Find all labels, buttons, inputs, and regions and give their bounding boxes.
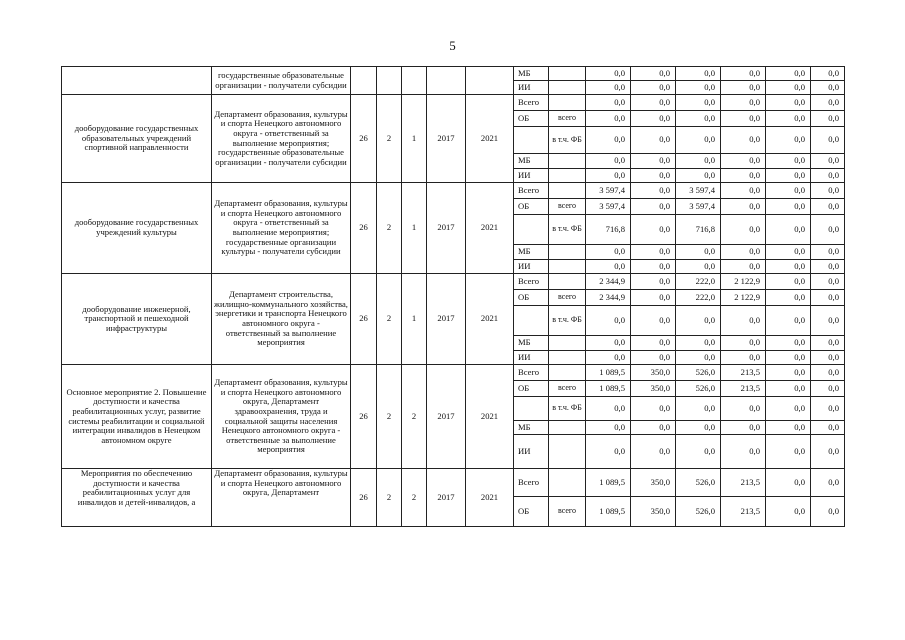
- code-b-cell: 2: [377, 274, 402, 365]
- value-cell: 0,0: [676, 260, 721, 274]
- value-cell: 0,0: [811, 365, 845, 381]
- value-cell: 526,0: [676, 365, 721, 381]
- value-cell: 526,0: [676, 381, 721, 397]
- name-cell: дооборудование инженерной, транспортной и пешеходной инфраструктуры: [62, 274, 212, 365]
- value-cell: 3 597,4: [676, 183, 721, 199]
- value-cell: 0,0: [766, 397, 811, 421]
- value-cell: 0,0: [631, 95, 676, 111]
- value-cell: 0,0: [676, 336, 721, 351]
- source-cell: МБ: [514, 421, 549, 435]
- code-c-cell: 1: [402, 274, 427, 365]
- value-cell: 0,0: [676, 351, 721, 365]
- value-cell: 0,0: [586, 245, 631, 260]
- value-cell: 0,0: [631, 183, 676, 199]
- subsource-cell: [549, 154, 586, 169]
- name-cell: дооборудование государственных образовательных учреждений спортивной направленности: [62, 95, 212, 183]
- source-cell: ОБ: [514, 199, 549, 215]
- source-cell: ИИ: [514, 260, 549, 274]
- value-cell: 2 122,9: [721, 274, 766, 290]
- year-from-cell: 2017: [427, 95, 466, 183]
- code-b-cell: 2: [377, 183, 402, 274]
- value-cell: 0,0: [631, 127, 676, 154]
- source-cell: [514, 127, 549, 154]
- value-cell: 2 122,9: [721, 290, 766, 306]
- value-cell: 0,0: [811, 199, 845, 215]
- value-cell: 526,0: [676, 469, 721, 497]
- source-cell: ОБ: [514, 290, 549, 306]
- name-cell: Мероприятия по обеспечению доступности и качества реабилитационных услуг для инвалидов и детей-инвалидов, а: [62, 469, 212, 527]
- value-cell: 0,0: [721, 127, 766, 154]
- value-cell: 0,0: [811, 245, 845, 260]
- value-cell: 2 344,9: [586, 290, 631, 306]
- table-row: [62, 183, 869, 199]
- value-cell: 1 089,5: [586, 497, 631, 527]
- year-from-cell: 2017: [427, 183, 466, 274]
- value-cell: 0,0: [676, 421, 721, 435]
- code-a-cell: 26: [351, 365, 377, 469]
- subsource-cell: [549, 169, 586, 183]
- value-cell: 0,0: [631, 154, 676, 169]
- subsource-cell: [549, 95, 586, 111]
- value-cell: 0,0: [631, 435, 676, 469]
- value-cell: 0,0: [766, 199, 811, 215]
- value-cell: 0,0: [811, 95, 845, 111]
- subsource-cell: [549, 274, 586, 290]
- value-cell: 0,0: [586, 169, 631, 183]
- value-cell: 0,0: [721, 421, 766, 435]
- subsource-cell: [549, 365, 586, 381]
- value-cell: 0,0: [631, 67, 676, 81]
- value-cell: 0,0: [586, 67, 631, 81]
- name-cell: Основное мероприятие 2. Повышение доступности и качества реабилитационных услуг, развитие системы реабилитации и социальной интеграции инвалидов в Ненецком автономном округе: [62, 365, 212, 469]
- value-cell: 0,0: [586, 306, 631, 336]
- subsource-cell: [549, 81, 586, 95]
- value-cell: 0,0: [766, 306, 811, 336]
- value-cell: 0,0: [811, 306, 845, 336]
- value-cell: 0,0: [631, 245, 676, 260]
- code-c-cell: 1: [402, 95, 427, 183]
- value-cell: 0,0: [631, 260, 676, 274]
- table-row: [62, 67, 869, 81]
- value-cell: 0,0: [811, 274, 845, 290]
- year-from-cell: [427, 67, 466, 95]
- value-cell: 0,0: [631, 169, 676, 183]
- responsible-cell: Департамент строительства, жилищно-коммунального хозяйства, энергетики и транспорта Ненецкого автономного округа - ответственный за выполнение мероприятия: [212, 274, 351, 365]
- value-cell: 350,0: [631, 497, 676, 527]
- value-cell: 526,0: [676, 497, 721, 527]
- value-cell: 0,0: [721, 260, 766, 274]
- responsible-cell: Департамент образования, культуры и спорта Ненецкого автономного округа, Департамент здравоохранения, труда и социальной защиты населения Ненецкого автономного округа - ответственные за выполнение мероприятия: [212, 365, 351, 469]
- subsource-cell: всего: [549, 497, 586, 527]
- value-cell: 0,0: [676, 81, 721, 95]
- value-cell: 0,0: [811, 183, 845, 199]
- subsource-cell: [549, 435, 586, 469]
- value-cell: 0,0: [631, 290, 676, 306]
- value-cell: 0,0: [721, 67, 766, 81]
- value-cell: 0,0: [721, 154, 766, 169]
- subsource-cell: всего: [549, 381, 586, 397]
- value-cell: 0,0: [766, 274, 811, 290]
- table-row: [62, 95, 869, 111]
- subsource-cell: [549, 469, 586, 497]
- value-cell: 0,0: [766, 497, 811, 527]
- value-cell: 0,0: [631, 111, 676, 127]
- value-cell: 0,0: [766, 215, 811, 245]
- value-cell: 3 597,4: [676, 199, 721, 215]
- code-a-cell: 26: [351, 274, 377, 365]
- source-cell: ОБ: [514, 381, 549, 397]
- code-c-cell: 1: [402, 183, 427, 274]
- subsource-cell: [549, 351, 586, 365]
- value-cell: 0,0: [676, 306, 721, 336]
- value-cell: 0,0: [676, 127, 721, 154]
- value-cell: 0,0: [766, 365, 811, 381]
- responsible-cell: Департамент образования, культуры и спорта Ненецкого автономного округа - ответственный за выполнение мероприятия; государственные организации культуры - получатели субсидии: [212, 183, 351, 274]
- value-cell: 0,0: [721, 199, 766, 215]
- page-number: 5: [449, 38, 456, 53]
- value-cell: 0,0: [811, 111, 845, 127]
- source-cell: [514, 306, 549, 336]
- value-cell: 0,0: [586, 81, 631, 95]
- value-cell: 0,0: [811, 67, 845, 81]
- code-a-cell: [351, 67, 377, 95]
- value-cell: 0,0: [766, 435, 811, 469]
- value-cell: 0,0: [631, 274, 676, 290]
- value-cell: 3 597,4: [586, 183, 631, 199]
- value-cell: 0,0: [676, 154, 721, 169]
- value-cell: 0,0: [811, 260, 845, 274]
- value-cell: 213,5: [721, 497, 766, 527]
- source-cell: Всего: [514, 469, 549, 497]
- value-cell: 0,0: [811, 381, 845, 397]
- value-cell: 0,0: [766, 260, 811, 274]
- value-cell: 213,5: [721, 381, 766, 397]
- subsource-cell: в т.ч. ФБ: [549, 127, 586, 154]
- code-b-cell: 2: [377, 365, 402, 469]
- value-cell: 0,0: [811, 497, 845, 527]
- value-cell: 222,0: [676, 274, 721, 290]
- value-cell: 0,0: [676, 95, 721, 111]
- value-cell: 0,0: [766, 67, 811, 81]
- value-cell: 0,0: [721, 111, 766, 127]
- source-cell: [514, 215, 549, 245]
- value-cell: 0,0: [586, 127, 631, 154]
- value-cell: 0,0: [631, 336, 676, 351]
- value-cell: 0,0: [811, 215, 845, 245]
- code-b-cell: 2: [377, 469, 402, 527]
- source-cell: ОБ: [514, 111, 549, 127]
- value-cell: 350,0: [631, 365, 676, 381]
- value-cell: 0,0: [766, 351, 811, 365]
- source-cell: ИИ: [514, 351, 549, 365]
- responsible-cell: Департамент образования, культуры и спорта Ненецкого автономного округа, Департамент: [212, 469, 351, 527]
- value-cell: 0,0: [811, 469, 845, 497]
- value-cell: 0,0: [586, 421, 631, 435]
- subsource-cell: [549, 183, 586, 199]
- value-cell: 0,0: [721, 81, 766, 95]
- value-cell: 0,0: [766, 245, 811, 260]
- value-cell: 0,0: [631, 199, 676, 215]
- value-cell: 716,8: [676, 215, 721, 245]
- value-cell: 0,0: [766, 336, 811, 351]
- value-cell: 0,0: [766, 381, 811, 397]
- value-cell: 213,5: [721, 365, 766, 381]
- value-cell: 0,0: [766, 154, 811, 169]
- value-cell: 0,0: [586, 95, 631, 111]
- value-cell: 0,0: [811, 351, 845, 365]
- source-cell: ИИ: [514, 169, 549, 183]
- subsource-cell: в т.ч. ФБ: [549, 215, 586, 245]
- value-cell: 0,0: [631, 351, 676, 365]
- value-cell: 0,0: [721, 169, 766, 183]
- responsible-cell: государственные образовательные организации - получатели субсидии: [212, 67, 351, 95]
- value-cell: 1 089,5: [586, 365, 631, 381]
- name-cell: [62, 67, 212, 95]
- source-cell: Всего: [514, 183, 549, 199]
- source-cell: Всего: [514, 365, 549, 381]
- year-from-cell: 2017: [427, 365, 466, 469]
- year-from-cell: 2017: [427, 469, 466, 527]
- table-row: [62, 469, 869, 497]
- code-b-cell: [377, 67, 402, 95]
- year-to-cell: 2021: [466, 95, 514, 183]
- value-cell: 0,0: [766, 111, 811, 127]
- value-cell: 0,0: [721, 435, 766, 469]
- value-cell: 0,0: [766, 81, 811, 95]
- year-to-cell: 2021: [466, 365, 514, 469]
- value-cell: 0,0: [676, 435, 721, 469]
- value-cell: 0,0: [811, 435, 845, 469]
- subsource-cell: всего: [549, 111, 586, 127]
- source-cell: [514, 397, 549, 421]
- value-cell: 0,0: [586, 111, 631, 127]
- value-cell: 0,0: [766, 290, 811, 306]
- source-cell: Всего: [514, 274, 549, 290]
- value-cell: 716,8: [586, 215, 631, 245]
- value-cell: 0,0: [766, 183, 811, 199]
- name-cell: дооборудование государственных учреждений культуры: [62, 183, 212, 274]
- year-to-cell: 2021: [466, 183, 514, 274]
- table-row: [62, 274, 869, 290]
- value-cell: 0,0: [631, 397, 676, 421]
- subsource-cell: всего: [549, 199, 586, 215]
- year-to-cell: [466, 67, 514, 95]
- value-cell: 0,0: [586, 336, 631, 351]
- year-to-cell: 2021: [466, 469, 514, 527]
- value-cell: 0,0: [721, 245, 766, 260]
- subsource-cell: [549, 260, 586, 274]
- code-c-cell: 2: [402, 469, 427, 527]
- value-cell: 213,5: [721, 469, 766, 497]
- value-cell: 0,0: [721, 215, 766, 245]
- value-cell: 0,0: [811, 421, 845, 435]
- value-cell: 0,0: [586, 435, 631, 469]
- code-b-cell: 2: [377, 95, 402, 183]
- subsource-cell: всего: [549, 290, 586, 306]
- value-cell: 0,0: [586, 351, 631, 365]
- value-cell: 0,0: [676, 169, 721, 183]
- table-row: [62, 365, 869, 381]
- value-cell: 3 597,4: [586, 199, 631, 215]
- code-c-cell: 2: [402, 365, 427, 469]
- value-cell: 0,0: [811, 290, 845, 306]
- code-a-cell: 26: [351, 183, 377, 274]
- program-table: [61, 66, 869, 527]
- responsible-cell: Департамент образования, культуры и спорта Ненецкого автономного округа - ответственный за выполнение мероприятия; государственные образовательные организации - получатели субсидии: [212, 95, 351, 183]
- value-cell: 0,0: [586, 260, 631, 274]
- year-from-cell: 2017: [427, 274, 466, 365]
- value-cell: 0,0: [676, 245, 721, 260]
- subsource-cell: [549, 421, 586, 435]
- value-cell: 0,0: [721, 183, 766, 199]
- value-cell: 350,0: [631, 469, 676, 497]
- subsource-cell: [549, 67, 586, 81]
- value-cell: 0,0: [586, 154, 631, 169]
- value-cell: 0,0: [631, 215, 676, 245]
- value-cell: 0,0: [811, 81, 845, 95]
- source-cell: МБ: [514, 67, 549, 81]
- value-cell: 0,0: [631, 421, 676, 435]
- source-cell: МБ: [514, 154, 549, 169]
- value-cell: 1 089,5: [586, 469, 631, 497]
- value-cell: 0,0: [676, 397, 721, 421]
- year-to-cell: 2021: [466, 274, 514, 365]
- value-cell: 0,0: [721, 95, 766, 111]
- value-cell: 0,0: [721, 351, 766, 365]
- value-cell: 0,0: [811, 336, 845, 351]
- value-cell: 0,0: [721, 306, 766, 336]
- subsource-cell: в т.ч. ФБ: [549, 306, 586, 336]
- code-c-cell: [402, 67, 427, 95]
- value-cell: 0,0: [766, 169, 811, 183]
- value-cell: 0,0: [766, 95, 811, 111]
- source-cell: МБ: [514, 336, 549, 351]
- value-cell: 0,0: [811, 169, 845, 183]
- value-cell: 0,0: [676, 111, 721, 127]
- value-cell: 350,0: [631, 381, 676, 397]
- source-cell: Всего: [514, 95, 549, 111]
- value-cell: 0,0: [631, 306, 676, 336]
- source-cell: ИИ: [514, 435, 549, 469]
- value-cell: 0,0: [811, 397, 845, 421]
- source-cell: МБ: [514, 245, 549, 260]
- value-cell: 0,0: [631, 81, 676, 95]
- value-cell: 0,0: [811, 154, 845, 169]
- value-cell: 0,0: [721, 397, 766, 421]
- subsource-cell: в т.ч. ФБ: [549, 397, 586, 421]
- value-cell: 0,0: [586, 397, 631, 421]
- code-a-cell: 26: [351, 469, 377, 527]
- value-cell: 0,0: [766, 421, 811, 435]
- value-cell: 0,0: [766, 469, 811, 497]
- subsource-cell: [549, 336, 586, 351]
- value-cell: 0,0: [766, 127, 811, 154]
- value-cell: 1 089,5: [586, 381, 631, 397]
- code-a-cell: 26: [351, 95, 377, 183]
- source-cell: ИИ: [514, 81, 549, 95]
- value-cell: 0,0: [811, 127, 845, 154]
- value-cell: 2 344,9: [586, 274, 631, 290]
- value-cell: 0,0: [676, 67, 721, 81]
- value-cell: 222,0: [676, 290, 721, 306]
- source-cell: ОБ: [514, 497, 549, 527]
- subsource-cell: [549, 245, 586, 260]
- table-body: [62, 67, 869, 527]
- value-cell: 0,0: [721, 336, 766, 351]
